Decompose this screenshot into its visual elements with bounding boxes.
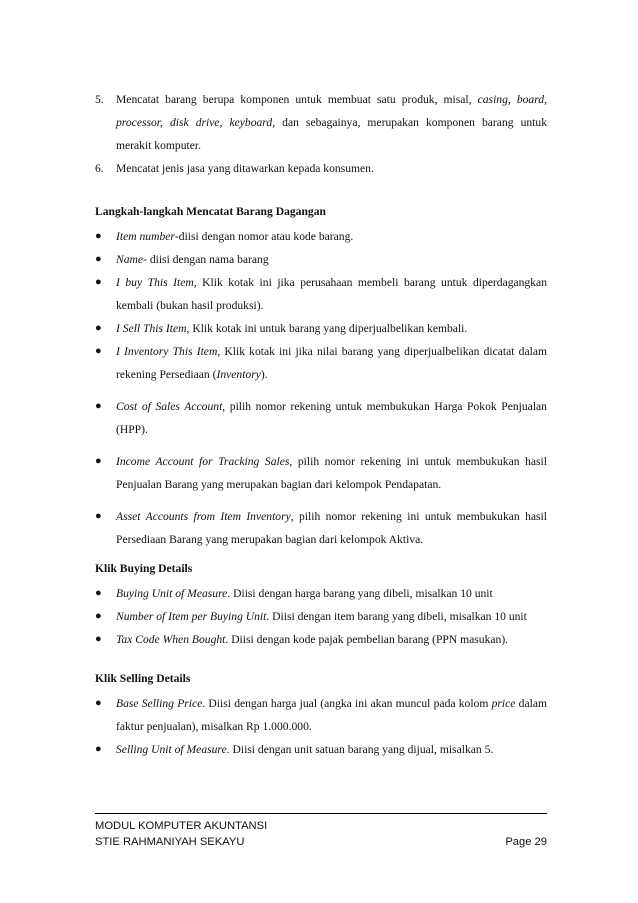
bullet-icon: ●	[95, 587, 102, 599]
list-item: ● Asset Accounts from Item Inventory, pilih nomor rekening ini untuk membukukan hasil Persediaan Barang yang merupakan bagian dari kelompok Aktiva.	[95, 505, 547, 551]
bullet-icon: ●	[95, 322, 102, 334]
bullet-icon: ●	[95, 276, 102, 288]
bullet-icon: ●	[95, 253, 102, 265]
list-item: ● Item number-diisi dengan nomor atau kode barang.	[95, 225, 547, 248]
bullet-icon: ●	[95, 400, 102, 412]
section-heading-buying-details: Klik Buying Details	[95, 562, 193, 575]
numbered-item-6: 6. Mencatat jenis jasa yang ditawarkan kepada konsumen.	[95, 157, 547, 180]
bullet-icon: ●	[95, 743, 102, 755]
bullet-icon: ●	[95, 455, 102, 467]
bullet-list-selling-details	[95, 692, 547, 761]
bullet-list-barang-dagangan	[95, 225, 547, 551]
list-item: ● Name- diisi dengan nama barang	[95, 248, 547, 271]
section-heading-barang-dagangan: Langkah-langkah Mencatat Barang Dagangan	[95, 205, 326, 218]
page-number: Page 29	[505, 836, 547, 848]
bullet-icon: ●	[95, 697, 102, 709]
list-item: ● I Sell This Item, Klik kotak ini untuk barang yang diperjualbelikan kembali.	[95, 317, 547, 340]
list-item: ● Buying Unit of Measure. Diisi dengan harga barang yang dibeli, misalkan 10 unit	[95, 582, 547, 605]
bullet-list-buying-details	[95, 582, 547, 651]
bullet-icon: ●	[95, 510, 102, 522]
list-item: ● Cost of Sales Account, pilih nomor rekening untuk membukukan Harga Pokok Penjualan (HPP).	[95, 395, 547, 441]
footer-rule	[95, 813, 547, 814]
list-item: ● Tax Code When Bought. Diisi dengan kode pajak pembelian barang (PPN masukan).	[95, 628, 547, 651]
footer-module-title: MODUL KOMPUTER AKUNTANSI	[95, 820, 268, 832]
page-footer	[95, 818, 547, 850]
list-item: ● Selling Unit of Measure. Diisi dengan unit satuan barang yang dijual, misalkan 5.	[95, 738, 547, 761]
bullet-icon: ●	[95, 610, 102, 622]
list-item: ● Income Account for Tracking Sales, pilih nomor rekening ini untuk membukukan hasil Penjualan Barang yang merupakan bagian dari kelompok Pendapatan.	[95, 450, 547, 496]
list-item: ● Base Selling Price. Diisi dengan harga jual (angka ini akan muncul pada kolom price dalam faktur penjualan), misalkan Rp 1.000.000.	[95, 692, 547, 738]
numbered-item-5: 5. Mencatat barang berupa komponen untuk membuat satu produk, misal, casing, board, processor, disk drive, keyboard, dan sebagainya, merupakan komponen barang untuk merakit komputer.	[95, 88, 547, 157]
footer-institution: STIE RAHMANIYAH SEKAYU	[95, 836, 245, 848]
list-item: ● I Inventory This Item, Klik kotak ini jika nilai barang yang diperjualbelikan dicatat dalam rekening Persediaan (Inventory).	[95, 340, 547, 386]
bullet-icon: ●	[95, 345, 102, 357]
section-heading-selling-details: Klik Selling Details	[95, 672, 191, 685]
bullet-icon: ●	[95, 230, 102, 242]
list-item: ● Number of Item per Buying Unit. Diisi dengan item barang yang dibeli, misalkan 10 unit	[95, 605, 547, 628]
document-body	[95, 88, 547, 761]
bullet-icon: ●	[95, 633, 102, 645]
item-number: 6.	[95, 162, 104, 175]
item-number: 5.	[95, 93, 104, 106]
list-item: ● I buy This Item, Klik kotak ini jika perusahaan membeli barang untuk diperdagangkan kembali (bukan hasil produksi).	[95, 271, 547, 317]
